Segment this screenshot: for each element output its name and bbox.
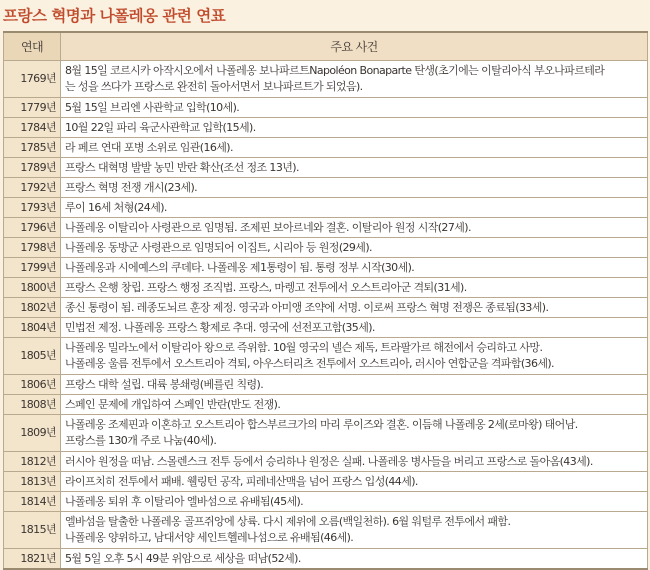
event-text-line: 루이 16세 처형(24세).: [65, 200, 167, 214]
event-cell: [61, 258, 648, 278]
year-cell: 1804년: [4, 318, 61, 338]
event-text-line: 종신 통령이 됨. 레종도뇌르 훈장 제정. 영국과 아미앵 조약에 서명. 이로써 프랑스 혁명 전쟁은 종료됨(33세).: [65, 300, 549, 314]
event-cell: [61, 278, 648, 298]
event-text-line: 나폴레옹 양위하고, 남대서양 세인트헬레나섬으로 유배됨(46세).: [65, 531, 354, 544]
year-cell: 1809년: [4, 415, 61, 452]
event-cell: [61, 395, 648, 415]
table-row: [4, 472, 648, 492]
event-text-line: 프랑스 대혁명 발발 농민 반란 확산(조선 정조 13년).: [65, 160, 299, 174]
event-text-line: 엘바섬을 탈출한 나폴레옹 골프쥐앙에 상륙. 다시 제위에 오름(백일천하). 6월 워털루 전투에서 패함.: [65, 515, 511, 528]
event-cell: [61, 118, 648, 138]
event-cell: [61, 452, 648, 472]
year-cell: 1813년: [4, 472, 61, 492]
event-cell: [61, 472, 648, 492]
event-cell: [61, 178, 648, 198]
table-body: [4, 61, 648, 570]
table-row: [4, 452, 648, 472]
year-cell: 1800년: [4, 278, 61, 298]
year-cell: 1793년: [4, 198, 61, 218]
table-header-row: [4, 32, 648, 61]
year-cell: 1799년: [4, 258, 61, 278]
year-cell: 1815년: [4, 512, 61, 549]
year-cell: 1808년: [4, 395, 61, 415]
year-cell: 1821년: [4, 549, 61, 570]
table-row: [4, 218, 648, 238]
table-row: [4, 138, 648, 158]
event-cell: [61, 375, 648, 395]
table-row: [4, 318, 648, 338]
event-text-line: 8월 15일 코르시카 아작시오에서 나폴레옹 보나파르트Napoléon Bonaparte 탄생(초기에는 이탈리아식 부오나파르테라: [65, 64, 605, 77]
event-text-line: 나폴레옹과 시에예스의 쿠데타. 나폴레옹 제1통령이 됨. 통령 정부 시작(30세).: [65, 260, 415, 274]
year-cell: 1769년: [4, 61, 61, 98]
event-cell: [61, 415, 648, 452]
table-row: [4, 178, 648, 198]
table-row: [4, 198, 648, 218]
table-row: [4, 395, 648, 415]
event-text-line: 나폴레옹 밀라노에서 이탈리아 왕으로 즉위함. 10월 영국의 넬슨 제독, 트라팔가르 해전에서 승리하고 사망.: [65, 341, 543, 354]
event-text-line: 나폴레옹 동방군 사령관으로 임명되어 이집트, 시리아 등 원정(29세).: [65, 240, 372, 254]
event-cell: [61, 298, 648, 318]
table-row: [4, 492, 648, 512]
event-text-line: 라 페르 연대 포병 소위로 임관(16세).: [65, 140, 233, 154]
table-row: [4, 338, 648, 375]
event-text-line: 라이프치히 전투에서 패배. 웰링턴 공작, 피레네산맥을 넘어 프랑스 입성(44세).: [65, 474, 418, 488]
event-cell: [61, 61, 648, 98]
chronology-table: [3, 31, 648, 570]
column-header-year: 연대: [4, 32, 61, 61]
event-text-line: 10월 22일 파리 육군사관학교 입학(15세).: [65, 120, 256, 134]
event-cell: [61, 512, 648, 549]
event-cell: [61, 158, 648, 178]
year-cell: 1798년: [4, 238, 61, 258]
event-text-line: 프랑스를 130개 주로 나눔(40세).: [65, 434, 217, 447]
event-text-line: 프랑스 대학 설립. 대륙 봉쇄령(베를린 칙령).: [65, 377, 264, 391]
page-title: 프랑스 혁명과 나폴레옹 관련 연표: [3, 7, 226, 25]
event-cell: [61, 338, 648, 375]
table-row: [4, 118, 648, 138]
event-text-line: 5월 15일 브리엔 사관학교 입학(10세).: [65, 100, 240, 114]
event-text-line: 프랑스 은행 창립. 프랑스 행정 조직법. 프랑스, 마렝고 전투에서 오스트리아군 격퇴(31세).: [65, 280, 467, 294]
table-row: [4, 512, 648, 549]
event-cell: [61, 138, 648, 158]
table-row: [4, 61, 648, 98]
event-text-line: 나폴레옹 조제핀과 이혼하고 오스트리아 합스부르크가의 마리 루이즈와 결혼. 이듬해 나폴레옹 2세(로마왕) 태어남.: [65, 418, 578, 431]
table-row: [4, 98, 648, 118]
table-row: [4, 258, 648, 278]
event-cell: [61, 318, 648, 338]
event-cell: [61, 238, 648, 258]
event-text-line: 스페인 문제에 개입하여 스페인 반란(반도 전쟁).: [65, 397, 281, 411]
event-cell: [61, 492, 648, 512]
year-cell: 1792년: [4, 178, 61, 198]
table-row: [4, 298, 648, 318]
column-header-event: 주요 사건: [61, 32, 648, 61]
event-text-line: 러시아 원정을 떠남. 스몰렌스크 전투 등에서 승리하나 원정은 실패. 나폴레옹 병사들을 버리고 프랑스로 돌아옴(43세).: [65, 454, 593, 468]
year-cell: 1802년: [4, 298, 61, 318]
event-text-line: 나폴레옹 이탈리아 사령관으로 임명됨. 조제핀 보아르네와 결혼. 이탈리아 원정 시작(27세).: [65, 220, 471, 234]
table-row: [4, 278, 648, 298]
year-cell: 1812년: [4, 452, 61, 472]
event-cell: [61, 98, 648, 118]
year-cell: 1785년: [4, 138, 61, 158]
year-cell: 1784년: [4, 118, 61, 138]
table-row: [4, 375, 648, 395]
event-cell: [61, 198, 648, 218]
year-cell: 1806년: [4, 375, 61, 395]
event-text-line: 민법전 제정. 나폴레옹 프랑스 황제로 추대. 영국에 선전포고함(35세).: [65, 320, 375, 334]
table-row: [4, 158, 648, 178]
year-cell: 1805년: [4, 338, 61, 375]
event-text-line: 는 성을 쓰다가 프랑스로 완전히 돌아서면서 보나파르트가 되었음).: [65, 80, 363, 93]
year-cell: 1789년: [4, 158, 61, 178]
event-text-line: 프랑스 혁명 전쟁 개시(23세).: [65, 180, 198, 194]
year-cell: 1796년: [4, 218, 61, 238]
event-text-line: 나폴레옹 퇴위 후 이탈리아 엘바섬으로 유배됨(45세).: [65, 494, 304, 508]
year-cell: 1779년: [4, 98, 61, 118]
event-text-line: 5월 5일 오후 5시 49분 위암으로 세상을 떠남(52세).: [65, 551, 301, 565]
year-cell: 1814년: [4, 492, 61, 512]
event-text-line: 나폴레옹 울름 전투에서 오스트리아 격퇴, 아우스터리츠 전투에서 오스트리아, 러시아 연합군을 격파함(36세).: [65, 357, 554, 370]
table-row: [4, 415, 648, 452]
table-row: [4, 238, 648, 258]
event-cell: [61, 218, 648, 238]
